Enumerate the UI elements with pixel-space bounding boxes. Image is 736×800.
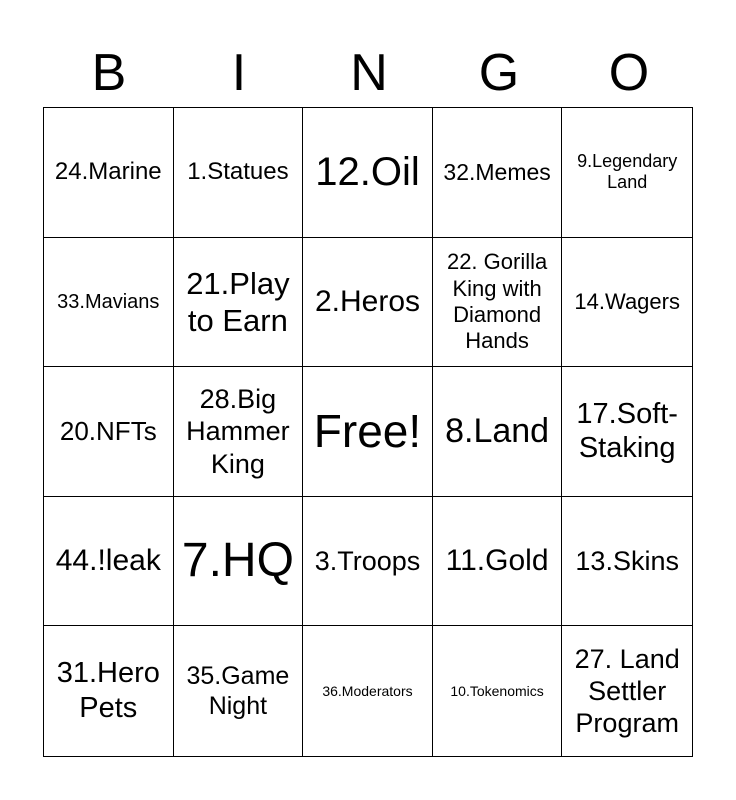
bingo-cell[interactable]: [562, 238, 692, 368]
bingo-cell[interactable]: [562, 497, 692, 627]
cell-label: 17.Soft-Staking: [576, 397, 678, 465]
bingo-cell[interactable]: [433, 626, 563, 756]
bingo-board: [43, 107, 693, 757]
cell-label: 31.Hero Pets: [56, 657, 160, 725]
cell-label: 10.Tokenomics: [450, 682, 544, 699]
bingo-cell[interactable]: [562, 108, 692, 238]
cell-label: 13.Skins: [575, 545, 679, 576]
cell-label: 33.Mavians: [57, 290, 160, 313]
bingo-cell[interactable]: [303, 238, 433, 368]
cell-label: 7.HQ: [181, 534, 294, 588]
cell-label: 20.NFTs: [59, 415, 157, 446]
bingo-cell[interactable]: [433, 238, 563, 368]
bingo-cell[interactable]: [303, 626, 433, 756]
header-letter-o: O: [608, 44, 650, 102]
bingo-cell[interactable]: [303, 108, 433, 238]
bingo-cell[interactable]: [174, 108, 304, 238]
cell-label: 36.Moderators: [322, 682, 413, 699]
bingo-cell[interactable]: [44, 367, 174, 497]
cell-label: 12.Oil: [315, 150, 420, 195]
cell-label: 3.Troops: [314, 545, 421, 576]
bingo-cell[interactable]: [44, 108, 174, 238]
bingo-cell[interactable]: [44, 626, 174, 756]
free-space[interactable]: [303, 367, 433, 497]
bingo-cell[interactable]: [44, 238, 174, 368]
cell-label: 28.Big Hammer King: [186, 383, 290, 479]
cell-label: 14.Wagers: [574, 288, 680, 314]
bingo-cell[interactable]: [562, 626, 692, 756]
cell-label: 21.Play to Earn: [186, 265, 290, 338]
bingo-cell[interactable]: [433, 367, 563, 497]
cell-label: 24.Marine: [54, 157, 162, 185]
header-letter-n: N: [350, 44, 388, 102]
cell-label: 2.Heros: [314, 284, 421, 318]
bingo-cell[interactable]: [44, 497, 174, 627]
header-letter-b: B: [91, 44, 127, 102]
cell-label: 32.Memes: [443, 158, 551, 185]
cell-label: Free!: [313, 404, 422, 457]
cell-label: 1.Statues: [187, 157, 289, 185]
header-letter-g: G: [478, 44, 520, 102]
bingo-cell[interactable]: [174, 626, 304, 756]
cell-label: 9.Legendary Land: [577, 150, 678, 193]
bingo-cell[interactable]: [174, 497, 304, 627]
bingo-header: [44, 38, 694, 108]
bingo-cell[interactable]: [562, 367, 692, 497]
header-letter-i: I: [231, 44, 247, 102]
cell-label: 22. Gorilla King with Diamond Hands: [446, 249, 548, 354]
cell-label: 35.Game Night: [186, 662, 290, 721]
bingo-cell[interactable]: [303, 497, 433, 627]
bingo-cell[interactable]: [433, 108, 563, 238]
bingo-cell[interactable]: [174, 238, 304, 368]
bingo-cell[interactable]: [433, 497, 563, 627]
cell-label: 27. Land Settler Program: [574, 643, 680, 739]
cell-label: 8.Land: [445, 412, 550, 451]
cell-label: 11.Gold: [445, 544, 549, 578]
bingo-cell[interactable]: [174, 367, 304, 497]
cell-label: 44.!leak: [55, 544, 161, 578]
